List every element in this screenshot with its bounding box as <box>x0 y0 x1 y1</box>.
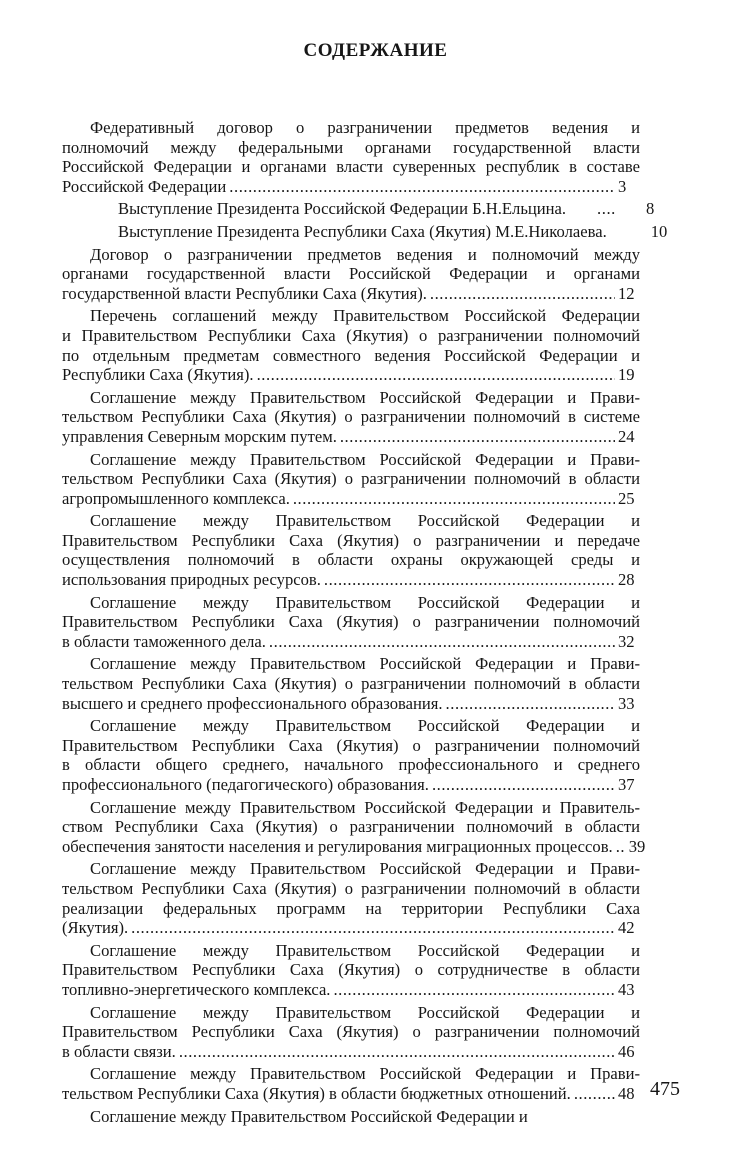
dot-leader <box>610 222 620 242</box>
toc-entry <box>62 511 640 589</box>
toc-page-number: 46 <box>618 1041 635 1061</box>
toc-entry-text: Соглашение между Правительством Российской Федерации и <box>90 1002 640 1022</box>
toc-entry-text: Республики Саха (Якутия). <box>62 365 254 385</box>
toc-entry <box>62 859 640 937</box>
toc-entry-text: Перечень соглашений между Правительством Российской Федерации <box>90 306 640 326</box>
toc-entry <box>62 388 640 447</box>
toc-page-number: 43 <box>618 979 635 999</box>
toc-entry-last-line <box>62 284 640 304</box>
toc-page-number: 3 <box>618 176 627 196</box>
toc-entry-text: по отдельным предметам совместного ведения Российской Федерации и <box>62 345 640 365</box>
toc-entry <box>62 941 640 1000</box>
toc-page-number: 48 <box>618 1083 635 1103</box>
toc-page-number: 19 <box>618 365 635 385</box>
dot-leader <box>432 775 615 795</box>
toc-entry-last-line <box>62 836 646 857</box>
toc-entry-text: тельством Республики Саха (Якутия) о разграничении полномочий в области <box>62 674 640 694</box>
toc-entry-last-line <box>62 199 655 219</box>
toc-entry-text: агропромышленного комплекса. <box>62 488 290 508</box>
dot-leader <box>616 837 626 857</box>
toc-entry-text: Соглашение между Правительством Российской Федерации и <box>90 940 640 960</box>
toc-entry-text: Правительством Республики Саха (Якутия) о разграничении полномочий <box>62 612 640 632</box>
toc-entry-text: Соглашение между Правительством Российской Федерации и Прави- <box>90 449 640 469</box>
toc-entry-text: полномочий между федеральными органами государственной власти <box>62 137 640 157</box>
toc-entry-last-line <box>62 221 668 242</box>
toc-entry-last-line <box>62 1042 640 1062</box>
toc-entry <box>62 245 640 304</box>
dot-leader <box>257 365 615 385</box>
toc-entry-text: ством Республики Саха (Якутия) о разграничении полномочий в области <box>62 817 640 837</box>
toc-entry-last-line <box>62 489 640 509</box>
toc-page-number: 25 <box>618 488 635 508</box>
toc-entry-text: Соглашение между Правительством Российской Федерации и Прави- <box>90 654 640 674</box>
dot-leader <box>179 1042 615 1062</box>
toc-entry-text: Соглашение между Правительством Российской Федерации и <box>90 592 640 612</box>
toc-entry-text: обеспечения занятости населения и регулирования миграционных процессов. <box>62 836 613 856</box>
dot-leader <box>269 632 615 652</box>
toc-page-number: 10 <box>650 221 668 241</box>
toc-entry-text: Правительством Республики Саха (Якутия) о разграничении полномочий <box>62 735 640 755</box>
toc-entry-last-line <box>62 570 640 590</box>
toc-entry-last-line <box>62 177 640 197</box>
dot-leader <box>333 980 615 1000</box>
toc-page-number: 42 <box>618 918 635 938</box>
toc-page-number: 33 <box>618 693 635 713</box>
toc-entry <box>62 716 640 794</box>
toc-entry <box>62 1064 640 1103</box>
toc-entry-text: тельством Республики Саха (Якутия) о разграничении полномочий в системе <box>62 407 640 427</box>
dot-leader <box>340 427 615 447</box>
toc-entry-text: (Якутия). <box>62 918 129 938</box>
toc-entry-text: Соглашение между Правительством Российской Федерации и <box>90 716 640 736</box>
toc-entry-text: Российской Федерации и органами власти суверенных республик в составе <box>62 157 640 177</box>
toc-entry-text: в области общего среднего, начального профессионального и среднего <box>62 755 640 775</box>
dot-leader <box>324 570 615 590</box>
toc-page-number: 12 <box>618 283 635 303</box>
toc-entry-last-line <box>62 427 640 447</box>
toc-entry <box>62 199 655 219</box>
page-title: СОДЕРЖАНИЕ <box>303 40 448 61</box>
toc-entry-text: Российской Федерации <box>62 176 227 196</box>
dot-leader <box>446 694 615 714</box>
dot-leader <box>293 489 615 509</box>
toc-entry <box>62 654 640 713</box>
toc-page-number: 32 <box>618 631 635 651</box>
toc-entry-text: Соглашение между Правительством Российской Федерации и <box>90 1106 528 1126</box>
toc-entry-text: Выступление Президента Российской Федерации Б.Н.Ельцина. <box>118 199 567 219</box>
toc-entry-text: Соглашение между Правительством Российской Федерации и Прави- <box>90 1064 640 1084</box>
toc-entry-last-line <box>62 1084 640 1104</box>
toc-entry-text: государственной власти Республики Саха (Якутия). <box>62 283 427 303</box>
toc-entry-last-line <box>62 694 640 714</box>
toc-entry-text: Правительством Республики Саха (Якутия) о сотрудничестве в области <box>62 960 640 980</box>
toc-entry-text: в области таможенного дела. <box>62 631 266 651</box>
toc-entry-text: Соглашение между Правительством Российской Федерации и Правитель- <box>90 797 640 817</box>
toc-entry-text: Правительством Республики Саха (Якутия) о разграничении полномочий <box>62 1022 640 1042</box>
dot-leader <box>574 1084 615 1104</box>
toc-page-number: 24 <box>618 426 635 446</box>
toc-entry <box>62 593 640 652</box>
toc-entry-text: использования природных ресурсов. <box>62 570 321 590</box>
toc-entry-last-line <box>62 365 640 385</box>
toc-entry <box>62 221 668 242</box>
toc-entry-text: Выступление Президента Республики Саха (Якутия) М.Е.Николаева. <box>118 221 607 241</box>
toc-page-number: 37 <box>618 775 635 794</box>
toc-entry-text: органами государственной власти Российской Федерации и органами <box>62 264 640 284</box>
dot-leader <box>430 284 615 304</box>
toc-entry-text: Правительством Республики Саха (Якутия) о разграничении и передаче <box>62 530 640 550</box>
toc-entry-text: реализации федеральных программ на территории Республики Саха <box>62 898 640 918</box>
toc-entry-last-line <box>62 775 640 795</box>
toc-page-number: 8 <box>646 199 655 219</box>
toc-entry-text: Федеративный договор о разграничении предметов ведения и <box>90 118 640 137</box>
toc-entry-text: Соглашение между Правительством Российской Федерации и <box>90 511 640 531</box>
toc-entry <box>62 450 640 509</box>
toc-entry <box>62 1107 640 1127</box>
toc-entry-last-line <box>62 980 640 1000</box>
page-number: 475 <box>650 1078 680 1100</box>
toc-entry-text: осуществления полномочий в области охраны окружающей среды и <box>62 550 640 570</box>
toc-entry-text: профессионального (педагогического) образования. <box>62 775 429 794</box>
toc-entry <box>62 797 646 857</box>
toc-entry-text: Соглашение между Правительством Российской Федерации и Прави- <box>90 859 640 879</box>
dot-leader <box>569 199 615 219</box>
toc-page-number: 28 <box>618 570 635 590</box>
toc-entry-text: тельством Республики Саха (Якутия) о разграничении полномочий в области <box>62 469 640 489</box>
toc-entry-text: тельством Республики Саха (Якутия) о разграничении полномочий в области <box>62 878 640 898</box>
toc-entry-last-line <box>62 918 640 938</box>
toc-entry-last-line <box>62 632 640 652</box>
toc-page-number: 39 <box>628 836 646 856</box>
toc-entry <box>62 118 640 196</box>
toc-entry-text: и Правительством Республики Саха (Якутия) о разграничении полномочий <box>62 325 640 345</box>
toc-entry <box>62 306 640 384</box>
toc-entry-text: Договор о разграничении предметов ведения и полномочий между <box>90 244 640 264</box>
dot-leader <box>131 918 615 938</box>
toc-entry <box>62 1003 640 1062</box>
toc-entry-text: тельством Республики Саха (Якутия) в области бюджетных отношений. <box>62 1083 571 1103</box>
toc-entry-text: высшего и среднего профессионального образования. <box>62 693 443 713</box>
toc-entry-text: управления Северным морским путем. <box>62 426 337 446</box>
toc-entry-text: в области связи. <box>62 1041 176 1061</box>
toc-entry-text: Соглашение между Правительством Российской Федерации и Прави- <box>90 387 640 407</box>
toc-entry-text: топливно-энергетического комплекса. <box>62 979 331 999</box>
dot-leader <box>229 177 615 197</box>
